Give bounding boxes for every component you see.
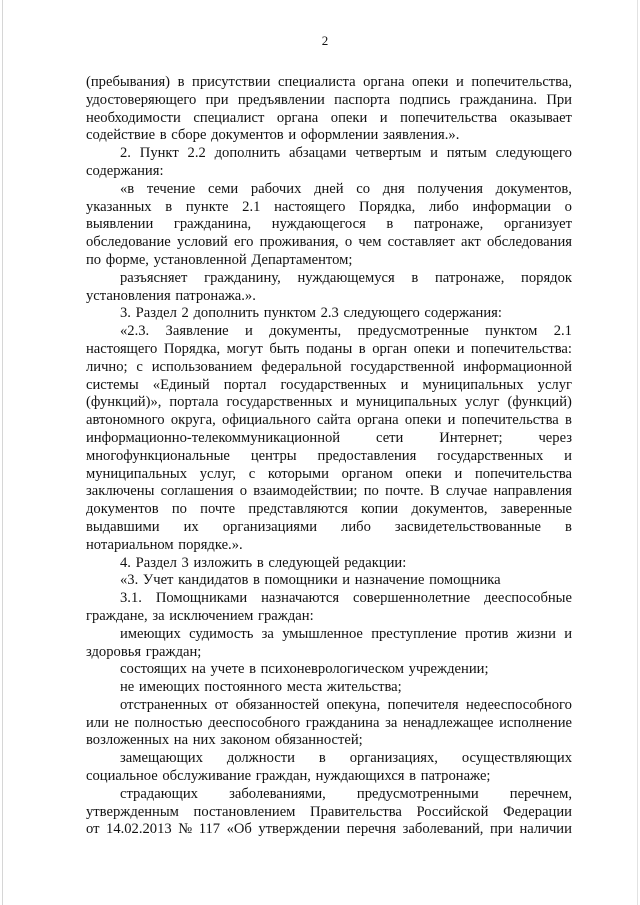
- text-line: информационно-телекоммуникационной сети Интернет; через: [86, 429, 572, 446]
- document-body: [86, 74, 572, 839]
- text-line: «3. Учет кандидатов в помощники и назначение помощника: [120, 572, 501, 589]
- text-line: 3.1. Помощниками назначаются совершеннолетние дееспособные: [120, 590, 572, 607]
- text-line: отстраненных от обязанностей опекуна, попечителя недееспособного: [120, 696, 572, 713]
- text-line: заключены соглашения о взаимодействии; по почте. В случае направления: [86, 483, 572, 500]
- text-line: социальное обслуживание граждан, нуждающихся в патронаже;: [86, 768, 491, 785]
- text-line: содержания:: [86, 162, 164, 179]
- text-line: утвержденным постановлением Правительства Российской Федерации: [86, 803, 572, 820]
- text-line: указанных в пункте 2.1 настоящего Порядка, либо информации о: [86, 198, 572, 215]
- text-line: возложенных на них законом обязанностей;: [86, 732, 363, 749]
- text-line: обследование условий его проживания, о чем составляет акт обследования: [86, 234, 572, 251]
- text-line: 3. Раздел 2 дополнить пунктом 2.3 следующего содержания:: [120, 305, 502, 322]
- text-line: документов по почте представляются копии документов, заверенные: [86, 501, 572, 518]
- text-line: настоящего Порядка, могут быть поданы в орган опеки и попечительства:: [86, 340, 572, 357]
- text-line: по форме, установленной Департаментом;: [86, 251, 353, 268]
- text-line: удостоверяющего при предъявлении паспорта подпись гражданина. При: [86, 91, 572, 108]
- text-line: от 14.02.2013 № 117 «Об утверждении перечня заболеваний, при наличии: [86, 821, 572, 838]
- text-line: системы «Единый портал государственных и муниципальных услуг: [86, 376, 572, 393]
- text-line: замещающих должности в организациях, осуществляющих: [120, 750, 572, 767]
- text-line: страдающих заболеваниями, предусмотренными перечнем,: [120, 785, 572, 802]
- text-line: разъясняет гражданину, нуждающемуся в патронаже, порядок: [120, 269, 572, 286]
- text-line: выявлении гражданина, нуждающегося в патронаже, организует: [86, 216, 572, 233]
- text-line: 2. Пункт 2.2 дополнить абзацами четвертым и пятым следующего: [120, 145, 572, 162]
- text-line: лично; с использованием федеральной государственной информационной: [86, 358, 572, 375]
- text-line: (функций)», портала государственных и муниципальных услуг (функций): [86, 394, 572, 411]
- text-line: здоровья граждан;: [86, 643, 202, 660]
- scan-edge-left: [2, 0, 3, 905]
- text-line: имеющих судимость за умышленное преступление против жизни и: [120, 625, 572, 642]
- text-line: содействие в сборе документов и оформлении заявления.».: [86, 127, 460, 144]
- text-line: установления патронажа.».: [86, 287, 256, 304]
- text-line: 4. Раздел 3 изложить в следующей редакции:: [120, 554, 407, 571]
- page-number: 2: [321, 33, 329, 48]
- text-line: «2.3. Заявление и документы, предусмотренные пунктом 2.1: [120, 323, 572, 340]
- text-line: муниципальных услуг, с которыми органом опеки и попечительства: [86, 465, 572, 482]
- text-line: нотариальном порядке.».: [86, 536, 243, 553]
- text-line: (пребывания) в присутствии специалиста органа опеки и попечительства,: [86, 74, 572, 90]
- scan-edge-right: [637, 0, 638, 905]
- text-line: выдавшими их организациями либо засвидетельствованные в: [86, 518, 572, 535]
- text-line: автономного округа, официального сайта органа опеки и попечительства в: [86, 412, 572, 429]
- text-line: или не полностью дееспособного гражданина за ненадлежащее исполнение: [86, 714, 572, 731]
- text-line: «в течение семи рабочих дней со дня получения документов,: [120, 180, 572, 197]
- text-line: многофункциональные центры предоставления государственных и: [86, 447, 572, 464]
- text-line: граждане, за исключением граждан:: [86, 607, 314, 624]
- text-line: не имеющих постоянного места жительства;: [120, 679, 402, 696]
- text-line: необходимости специалист органа опеки и попечительства оказывает: [86, 109, 572, 126]
- text-line: состоящих на учете в психоневрологическом учреждении;: [120, 661, 489, 678]
